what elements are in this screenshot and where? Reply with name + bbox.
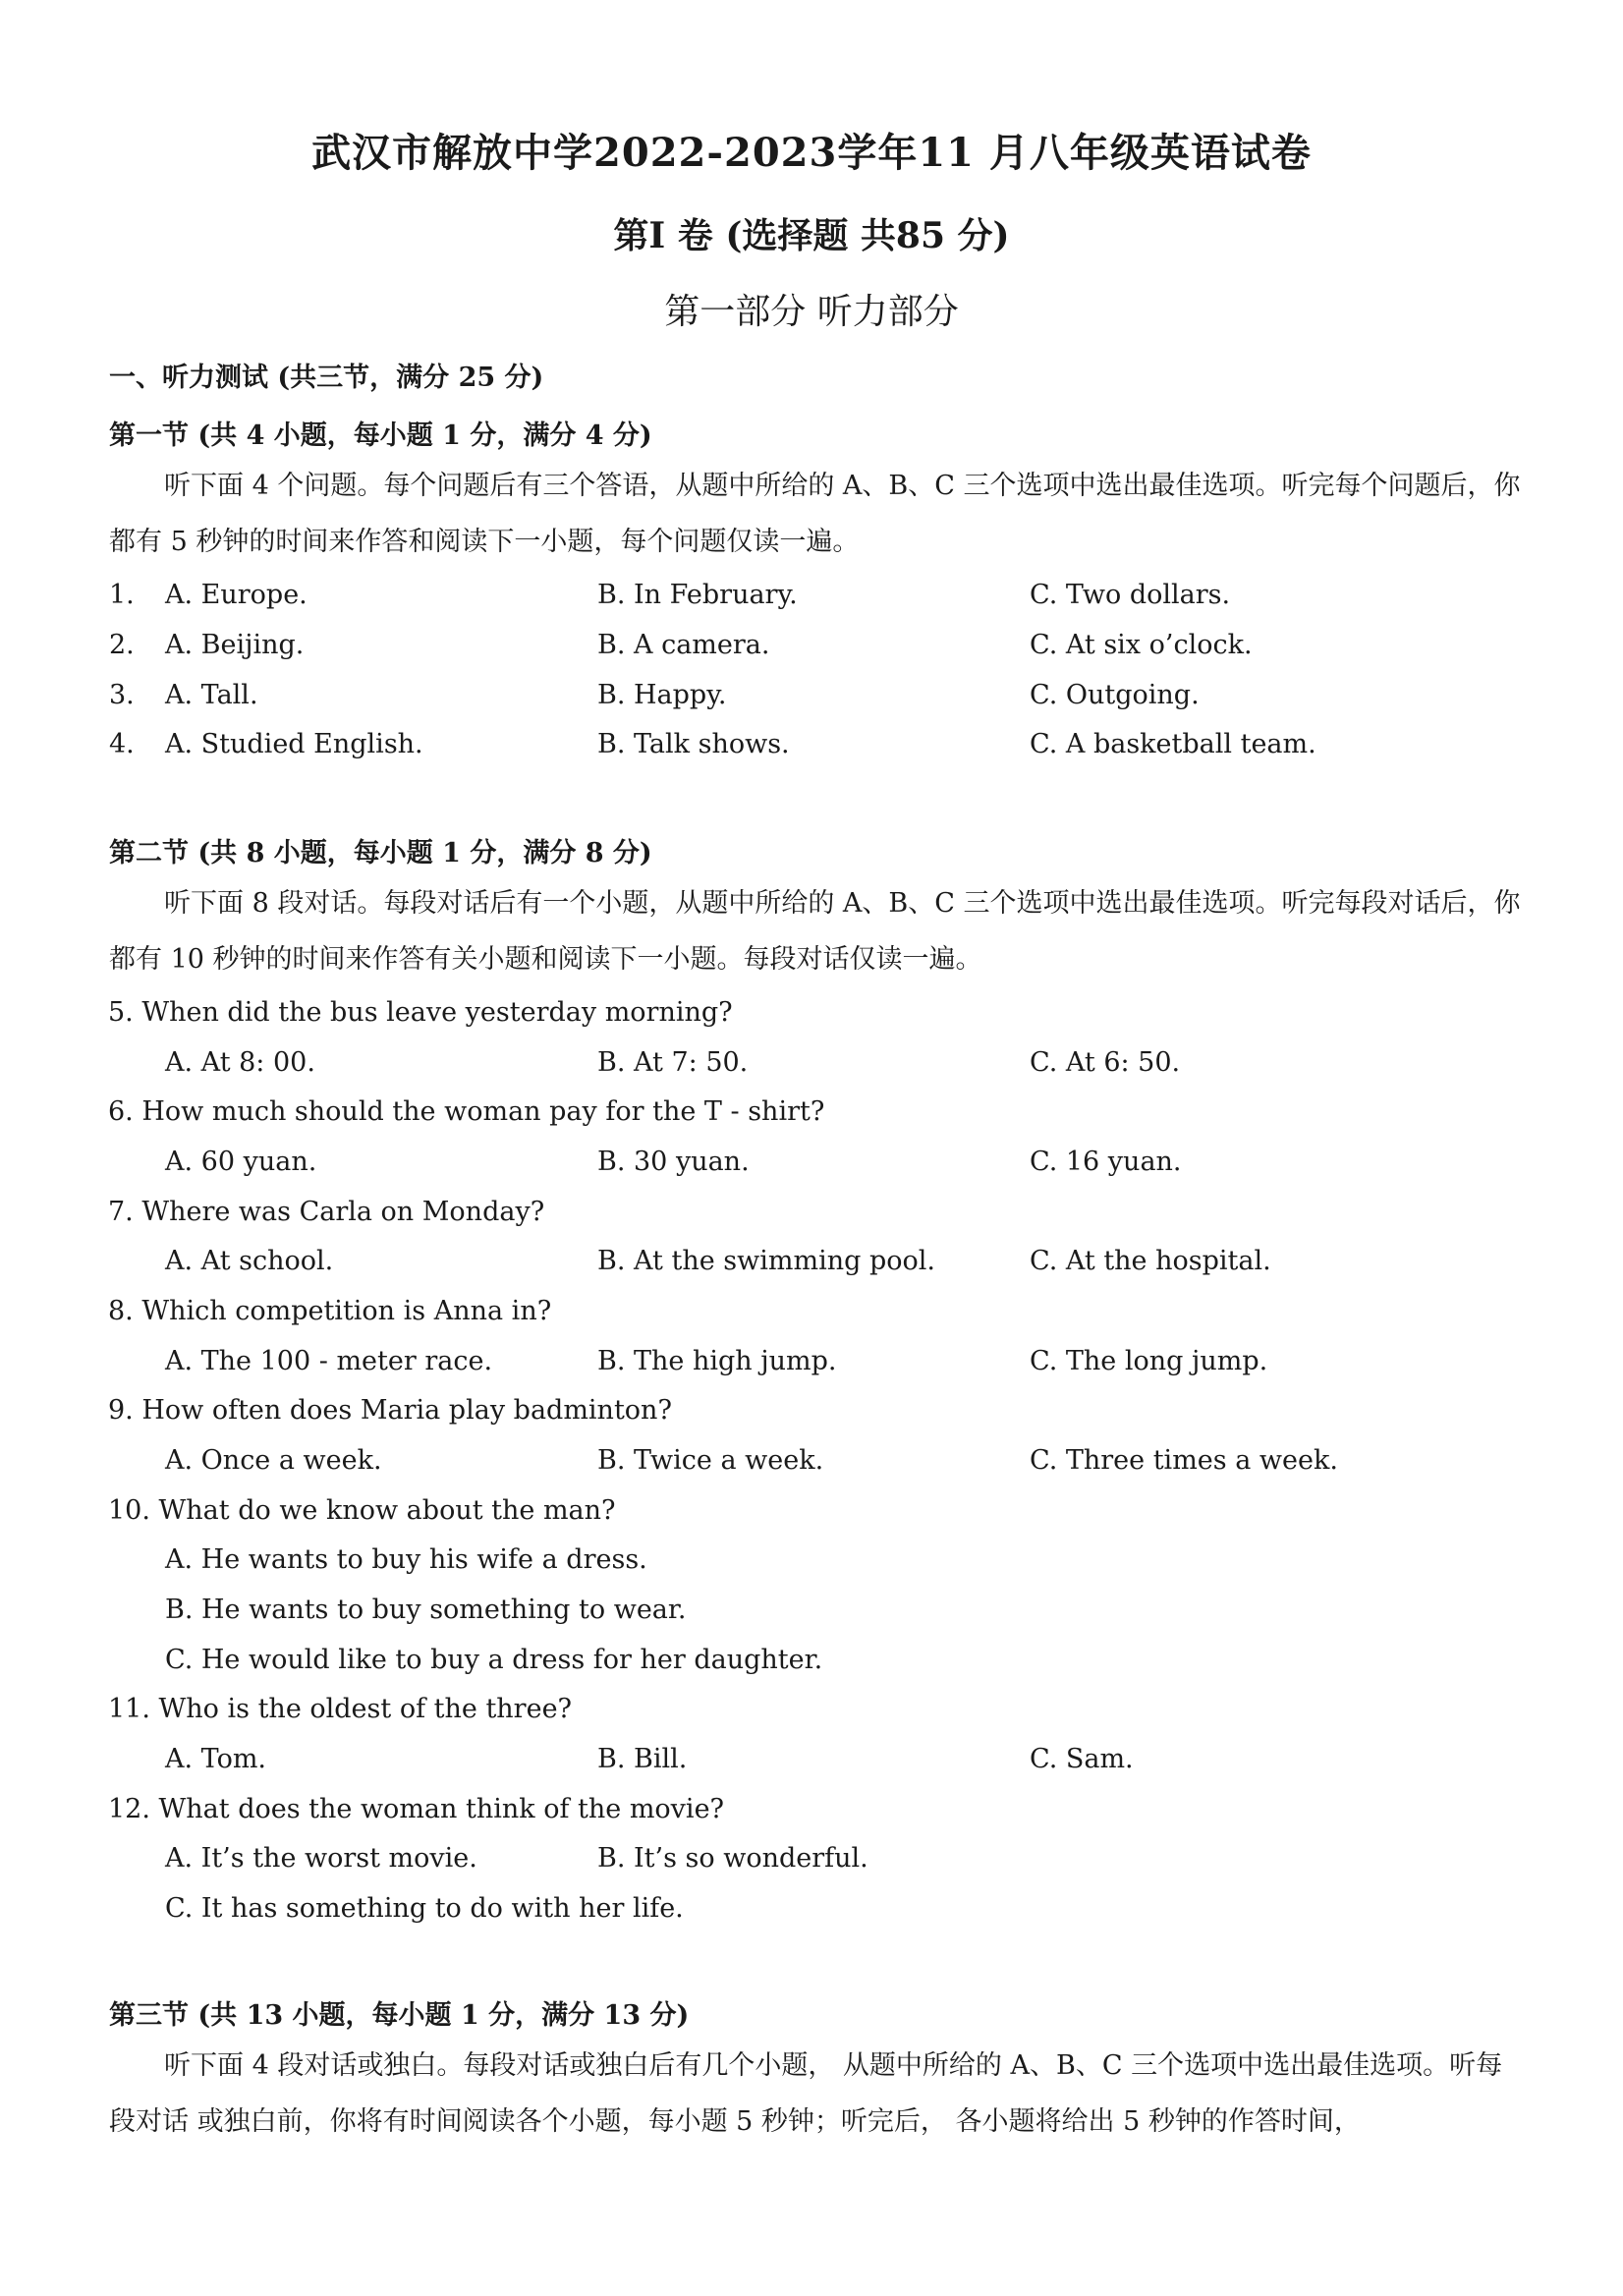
option-c: C. At six o’clock. — [1030, 630, 1253, 660]
question-text: 10. What do we know about the man? — [108, 1495, 616, 1526]
option-c: C. Outgoing. — [1030, 680, 1200, 710]
option-a: A. 60 yuan. — [165, 1147, 317, 1177]
question-text: 8. Which competition is Anna in? — [108, 1296, 552, 1326]
question-text: 9. How often does Maria play badminton? — [108, 1395, 672, 1426]
part-title: 第一部分 听力部分 — [664, 292, 959, 332]
option-b: B. A camera. — [597, 630, 770, 660]
question-text: 5. When did the bus leave yesterday morning? — [108, 997, 733, 1028]
option-b: B. The high jump. — [597, 1346, 837, 1376]
question-11 — [0, 1694, 1623, 1733]
question-number: 3. — [109, 680, 135, 710]
exam-title: 武汉市解放中学2022-2023学年11 月八年级英语试卷 — [311, 130, 1312, 176]
option-a: A. The 100 - meter race. — [165, 1346, 493, 1376]
question-9-options — [0, 1445, 1623, 1484]
question-number: 1. — [109, 580, 135, 610]
option-b: B. Twice a week. — [597, 1445, 824, 1476]
question-6 — [0, 1096, 1623, 1136]
question-7-options — [0, 1246, 1623, 1285]
question-9 — [0, 1395, 1623, 1434]
option-a: A. At school. — [165, 1246, 334, 1276]
question-8 — [0, 1296, 1623, 1335]
option-b: B. At the swimming pool. — [597, 1246, 935, 1276]
option-c: C. A basketball team. — [1030, 729, 1316, 759]
option-c: C. Two dollars. — [1030, 580, 1231, 610]
option-c: C. It has something to do with her life. — [165, 1893, 684, 1924]
option-a: A. He wants to buy his wife a dress. — [165, 1544, 647, 1575]
volume-title: 第I 卷 (选择题 共85 分) — [613, 215, 1010, 256]
option-c: C. He would like to buy a dress for her daughter. — [165, 1645, 823, 1675]
section2-heading: 第二节 (共 8 小题，每小题 1 分，满分 8 分) — [109, 838, 652, 868]
option-c: C. Three times a week. — [1030, 1445, 1338, 1476]
question-8-options — [0, 1346, 1623, 1385]
option-b: B. In February. — [597, 580, 798, 610]
option-b: B. At 7: 50. — [597, 1047, 749, 1078]
section3-instructions — [109, 2038, 1524, 2150]
question-row-2 — [0, 630, 1623, 669]
question-10-option-c — [0, 1645, 1623, 1684]
option-c: C. Sam. — [1030, 1744, 1134, 1774]
question-text: 12. What does the woman think of the movie? — [108, 1794, 725, 1824]
option-a: A. Studied English. — [165, 729, 423, 759]
option-a: A. Beijing. — [165, 630, 305, 660]
question-text: 7. Where was Carla on Monday? — [108, 1197, 545, 1227]
question-7 — [0, 1197, 1623, 1236]
section2-instructions-text: 听下面 8 段对话。每段对话后有一个小题，从题中所给的 A、B、C 三个选项中选出最佳选项。听完每段对话后，你都有 10 秒钟的时间来作答有关小题和阅读下一小题。每段对话仅读一遍。 — [109, 888, 1521, 975]
question-10-option-a — [0, 1544, 1623, 1584]
question-10-option-b — [0, 1595, 1623, 1634]
option-c: C. 16 yuan. — [1030, 1147, 1182, 1177]
option-c: C. At the hospital. — [1030, 1246, 1271, 1276]
question-text: 11. Who is the oldest of the three? — [108, 1694, 573, 1724]
question-11-options — [0, 1744, 1623, 1783]
section1-heading: 第一节 (共 4 小题，每小题 1 分，满分 4 分) — [109, 420, 652, 451]
option-a: A. Europe. — [165, 580, 308, 610]
option-c: C. The long jump. — [1030, 1346, 1268, 1376]
option-b: B. He wants to buy something to wear. — [165, 1595, 687, 1625]
question-12-option-c — [0, 1893, 1623, 1932]
question-row-4 — [0, 729, 1623, 768]
section2-instructions — [109, 875, 1524, 987]
section3-heading: 第三节 (共 13 小题，每小题 1 分，满分 13 分) — [109, 2000, 690, 2031]
question-row-3 — [0, 680, 1623, 719]
option-a: A. Once a week. — [165, 1445, 382, 1476]
question-12 — [0, 1794, 1623, 1833]
option-a: A. Tom. — [165, 1744, 267, 1774]
option-a: A. It’s the worst movie. — [165, 1843, 477, 1874]
question-5-options — [0, 1047, 1623, 1087]
option-b: B. Happy. — [597, 680, 727, 710]
question-10 — [0, 1495, 1623, 1535]
question-5 — [0, 997, 1623, 1036]
question-6-options — [0, 1147, 1623, 1186]
option-b: B. Talk shows. — [597, 729, 790, 759]
question-number: 4. — [109, 729, 135, 759]
question-number: 2. — [109, 630, 135, 660]
section3-instructions-text: 听下面 4 段对话或独白。每段对话或独白后有几个小题， 从题中所给的 A、B、C 三个选项中选出最佳选项。听每段对话 或独白前，你将有时间阅读各个小题，每小题 5 秒钟；听完后， 各小题将给出 5 秒钟的作答时间， — [109, 2050, 1503, 2137]
option-b: B. 30 yuan. — [597, 1147, 750, 1177]
section1-instructions-text: 听下面 4 个问题。每个问题后有三个答语，从题中所给的 A、B、C 三个选项中选出最佳选项。听完每个问题后，你都有 5 秒钟的时间来作答和阅读下一小题，每个问题仅读一遍。 — [109, 471, 1521, 557]
option-b: B. It’s so wonderful. — [597, 1843, 868, 1874]
option-a: A. At 8: 00. — [165, 1047, 315, 1078]
option-c: C. At 6: 50. — [1030, 1047, 1181, 1078]
question-12-options — [0, 1843, 1623, 1882]
question-row-1 — [0, 580, 1623, 619]
option-a: A. Tall. — [165, 680, 258, 710]
section1-instructions — [109, 458, 1524, 570]
option-b: B. Bill. — [597, 1744, 688, 1774]
question-text: 6. How much should the woman pay for the T - shirt? — [108, 1096, 825, 1127]
section-heading: 一、听力测试 (共三节，满分 25 分) — [109, 363, 544, 393]
